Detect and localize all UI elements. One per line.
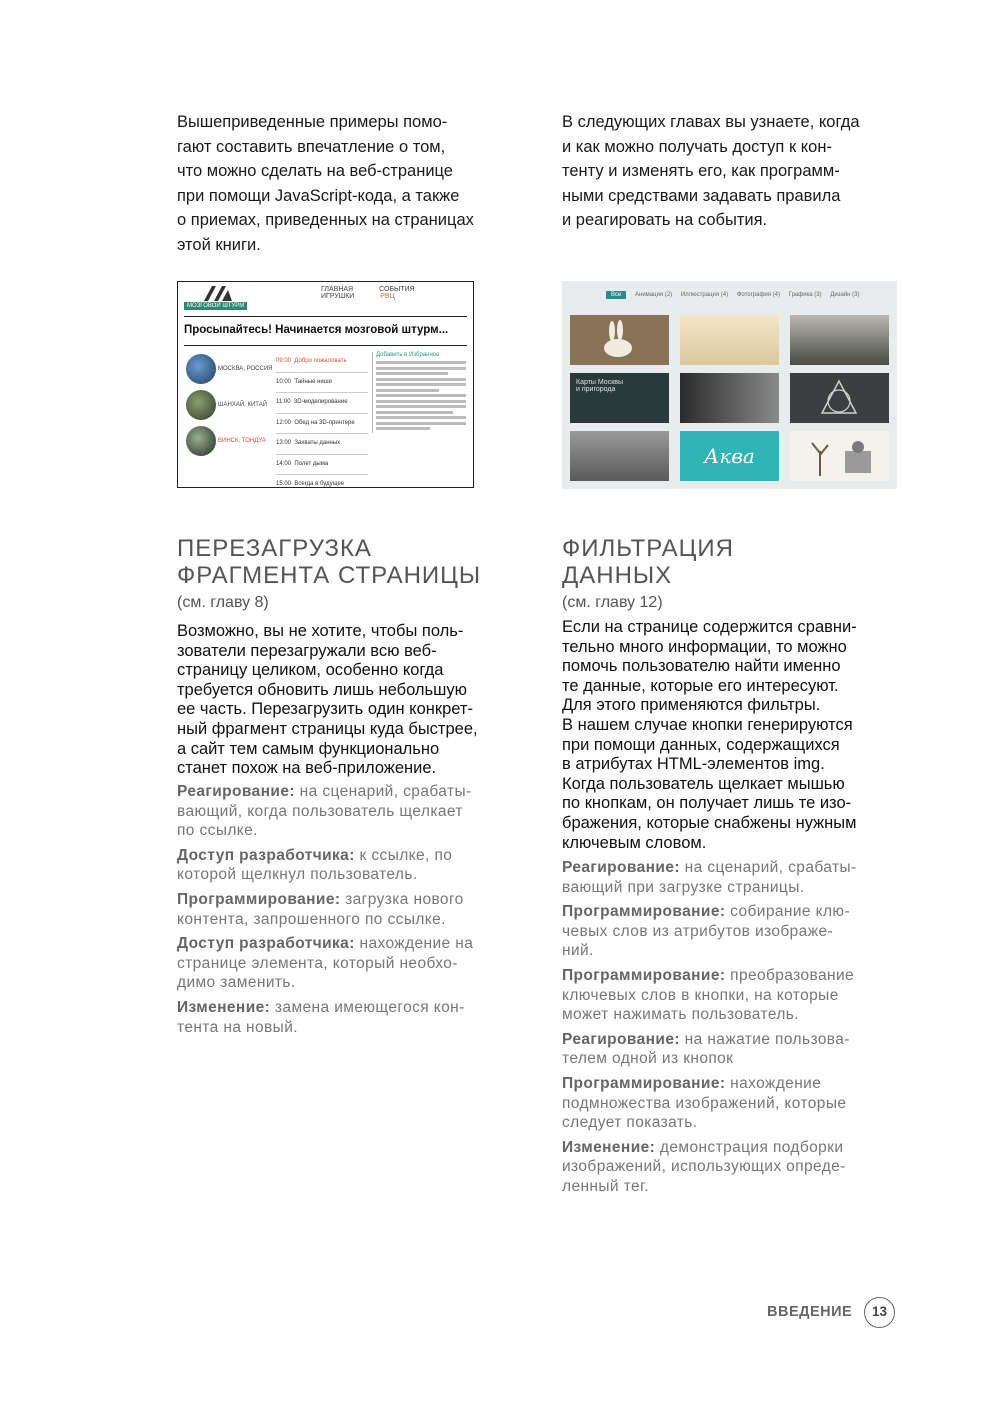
note-item: Доступ разработчика: нахождение на странице элемента, который необхо- димо заменить. bbox=[177, 935, 474, 992]
nav-link[interactable]: ИГРУШКИ bbox=[321, 293, 355, 300]
text-line: что можно сделать на веб-странице bbox=[177, 162, 453, 180]
filter-button[interactable]: Иллюстрация (4) bbox=[680, 292, 729, 298]
schedule-item[interactable]: 11:00 3D-моделирование bbox=[276, 393, 368, 414]
note-item: Программирование: загрузка нового контента, запрошенного по ссылке. bbox=[177, 890, 464, 928]
text-line: и как можно получать доступ к кон- bbox=[562, 137, 832, 156]
gallery-image-illustration[interactable] bbox=[790, 431, 889, 481]
note-item: Программирование: преобразование ключевых слов в кнопки, на которые может нажимать пользователь. bbox=[562, 966, 855, 1024]
gallery-image-map[interactable] bbox=[570, 373, 669, 423]
gallery-image-logo[interactable] bbox=[790, 373, 889, 423]
text-line: В следующих главах вы узнаете, когда bbox=[562, 113, 860, 131]
gallery-image-rabbit[interactable] bbox=[570, 315, 669, 365]
note-item: Реагирование: на сценарий, срабаты- вающий, когда пользователь щелкает по ссылке. bbox=[177, 783, 472, 840]
text-line: Вышеприведенные примеры помо- bbox=[177, 113, 448, 131]
text-line: тенту и изменять его, как программ- bbox=[562, 162, 840, 180]
location-photo bbox=[186, 354, 216, 384]
gallery-image-deer[interactable] bbox=[790, 315, 889, 365]
gallery-image-street[interactable] bbox=[570, 431, 669, 481]
text-line: и реагировать на события. bbox=[562, 211, 768, 229]
note-item: Изменение: демонстрация подборки изображений, использующих опреде- ленный тег. bbox=[562, 1138, 846, 1195]
gallery-image-aqua[interactable] bbox=[680, 431, 779, 481]
schedule-item[interactable]: 14:00 Полет дыма bbox=[276, 455, 368, 476]
location-photo bbox=[186, 426, 216, 456]
note-item: Реагирование: на нажатие пользова- телем одной из кнопок bbox=[562, 1030, 850, 1068]
nav-link[interactable]: СОБЫТИЯ bbox=[379, 286, 415, 293]
thumb-caption: Карты Москвы bbox=[576, 379, 624, 386]
gallery-image-landscape[interactable] bbox=[680, 315, 779, 365]
thumb-word: Аква bbox=[704, 444, 755, 468]
section-heading-filtering: ФИЛЬТРАЦИЯ ДАННЫХ bbox=[562, 535, 734, 589]
filter-button[interactable]: Все bbox=[606, 291, 626, 299]
gallery-image-portrait[interactable] bbox=[680, 373, 779, 423]
running-footer: ВВЕДЕНИЕ bbox=[767, 1304, 853, 1320]
nav-link[interactable]: РВЦ bbox=[380, 293, 395, 300]
note-item: Программирование: нахождение подмножества изображений, которые следует показать. bbox=[562, 1074, 847, 1132]
schedule-item[interactable]: 12:00 Обед на 3D-принтере bbox=[276, 414, 368, 435]
screenshot-brainstorm-site bbox=[177, 281, 474, 488]
screenshot-filter-gallery bbox=[562, 281, 897, 489]
divider bbox=[184, 345, 467, 346]
note-item: Программирование: собирание клю- чевых слов из атрибутов изображе- ний. bbox=[562, 903, 851, 960]
section-body: Если на странице содержится сравни- тельно много информации, то можно помочь пользователю найти именно те данные, которые его интересуют. Для этого применяются фильтры. В нашем случае кнопки генерируются при помощи данных, содержащихся в атрибутах HTML-элементов img. Когда пользователь щелкает мышью по кнопкам, он получает лишь те изо- бражения, которые снабжены нужным ключевым словом. bbox=[562, 618, 857, 852]
chapter-reference: (см. главу 8) bbox=[177, 594, 269, 611]
schedule-item[interactable]: 10:00 Тайные ниши bbox=[276, 373, 368, 394]
thumb-caption: и пригорода bbox=[576, 386, 616, 393]
text-line: о приемах, приведенных на страницах bbox=[177, 211, 474, 229]
site-title: Просыпайтесь! Начинается мозговой штурм... bbox=[184, 324, 449, 336]
schedule-item[interactable]: 09:00 Добро пожаловать bbox=[276, 352, 368, 373]
filter-buttons bbox=[606, 291, 866, 299]
site-nav bbox=[321, 286, 473, 300]
text-line: гают составить впечатление о том, bbox=[177, 137, 446, 156]
nav-link[interactable]: ГЛАВНАЯ bbox=[321, 286, 354, 293]
site-brand: МОЗГОВОЙ ШТУРМ bbox=[184, 302, 247, 310]
filter-button[interactable]: Анимация (2) bbox=[635, 292, 673, 298]
location-label[interactable]: МОСКВА, РОССИЯ bbox=[218, 366, 273, 372]
intro-right bbox=[562, 110, 902, 233]
text-line: ными средствами задавать правила bbox=[562, 186, 841, 205]
schedule-item[interactable]: 13:00 Захваты данных bbox=[276, 434, 368, 455]
site-logo-icon bbox=[202, 284, 234, 302]
note-item: Реагирование: на сценарий, срабаты- вающий при загрузке страницы. bbox=[562, 859, 857, 896]
location-label[interactable]: ШАНХАЙ, КИТАЙ bbox=[218, 402, 268, 408]
note-item: Доступ разработчика: к ссылке, по которой щелкнул пользователь. bbox=[177, 846, 453, 884]
side-panel-title: Добавить в Избранное bbox=[376, 352, 440, 358]
location-label[interactable]: ВИНСК, ТОНДУА bbox=[218, 438, 266, 444]
side-panel bbox=[372, 352, 466, 433]
section-body: Возможно, вы не хотите, чтобы поль- зователи перезагружали всю веб- страницу целиком, особенно когда требуется обновить лишь небольшую ее часть. Перезагрузить один конкрет- ный фрагмент страницы куда быстрее, а сайт тем самым функционально станет похож на веб-приложение. bbox=[177, 622, 478, 778]
schedule-list bbox=[276, 352, 368, 488]
section-notes bbox=[562, 858, 902, 1202]
intro-left bbox=[177, 110, 517, 257]
filter-button[interactable]: Фотография (4) bbox=[736, 292, 780, 298]
text-line: при помощи JavaScript-кода, а также bbox=[177, 186, 460, 205]
section-heading-reload: ПЕРЕЗАГРУЗКА ФРАГМЕНТА СТРАНИЦЫ bbox=[177, 535, 482, 589]
section-notes bbox=[177, 782, 517, 1042]
note-item: Изменение: замена имеющегося кон- тента на новый. bbox=[177, 998, 465, 1036]
location-photo bbox=[186, 390, 216, 420]
filter-button[interactable]: Графика (3) bbox=[788, 292, 822, 298]
text-line: этой книги. bbox=[177, 235, 261, 254]
schedule-item[interactable]: 15:00 Всегда в будущее bbox=[276, 475, 368, 488]
filter-button[interactable]: Дизайн (3) bbox=[830, 292, 860, 298]
divider bbox=[184, 316, 467, 317]
chapter-reference: (см. главу 12) bbox=[562, 594, 663, 611]
page-number: 13 bbox=[864, 1297, 895, 1328]
